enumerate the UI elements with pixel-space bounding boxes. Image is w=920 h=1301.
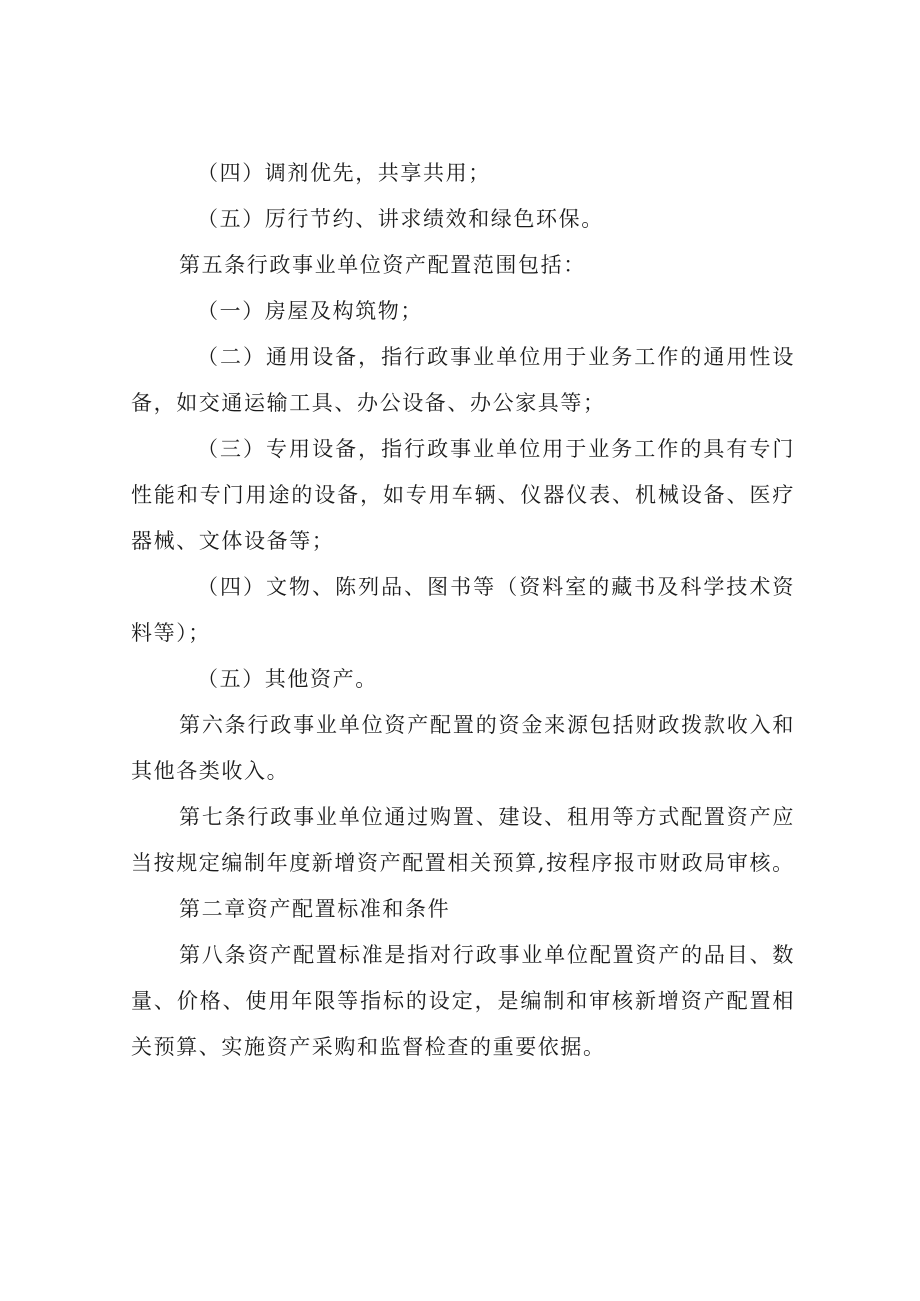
document-body <box>131 150 795 1070</box>
paragraph-item-4: （四）调剂优先，共享共用； <box>197 161 491 185</box>
paragraph-article-8: 第八条资产配置标准是指对行政事业单位配置资产的品目、数量、价格、使用年限等指标的设定，是编制和审核新增资产配置相关预算、实施资产采购和监督检查的重要依据。 <box>131 943 795 1059</box>
paragraph-article-5: 第五条行政事业单位资产配置范围包括： <box>179 253 586 277</box>
paragraph-item-3: （三）专用设备，指行政事业单位用于业务工作的具有专门性能和专门用途的设备，如专用车辆、仪器仪表、机械设备、医疗器械、文体设备等； <box>131 437 795 553</box>
paragraph-article-6: 第六条行政事业单位资产配置的资金来源包括财政拨款收入和其他各类收入。 <box>131 713 795 783</box>
paragraph-item-2: （二）通用设备，指行政事业单位用于业务工作的通用性设备，如交通运输工具、办公设备、办公家具等； <box>131 345 795 415</box>
paragraph-item-4-cultural-relics: （四）文物、陈列品、图书等（资料室的藏书及科学技术资料等）； <box>131 575 795 645</box>
paragraph-item-5: （五）厉行节约、讲求绩效和绿色环保。 <box>197 207 604 231</box>
chapter-heading: 第二章资产配置标准和条件 <box>179 897 451 921</box>
paragraph-item-5-other-assets: （五）其他资产。 <box>197 667 378 691</box>
paragraph-item-1: （一）房屋及构筑物； <box>197 299 423 323</box>
paragraph-article-7: 第七条行政事业单位通过购置、建设、租用等方式配置资产应当按规定编制年度新增资产配置相关预算,按程序报市财政局审核。 <box>131 805 795 875</box>
